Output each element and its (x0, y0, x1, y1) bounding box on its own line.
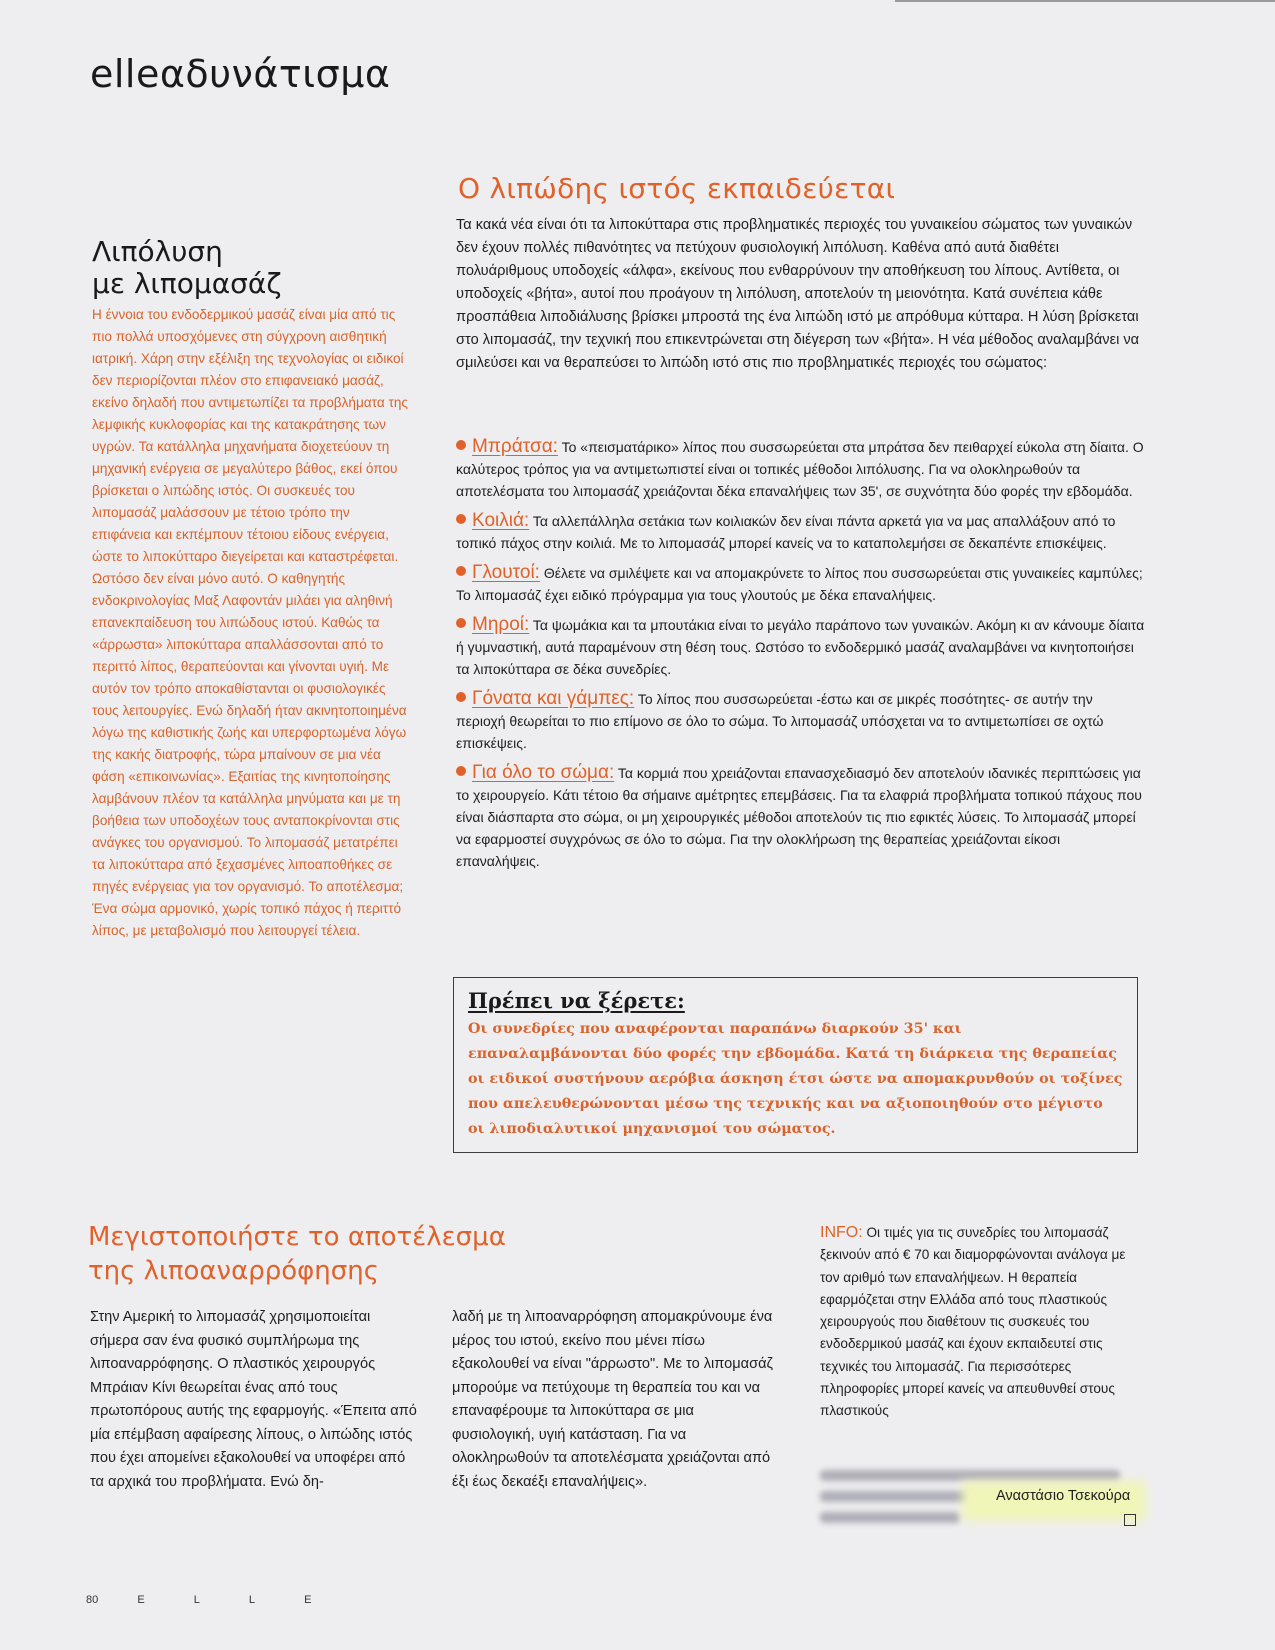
redacted-line (820, 1512, 960, 1523)
list-item (456, 762, 1146, 872)
main-article-intro: Τα κακά νέα είναι ότι τα λιποκύτταρα στις προβληματικές περιοχές του γυναικείου σώματος των γυναικών δεν έχουν πολλές πιθανότητες να πετύχουν φυσιολογική λιπόλυση. Καθένα από αυτά διαθέτει πολυάριθμους υποδοχείς «άλφα», εκείνους που ενθαρρύνουν την αποθήκευση του λίπους. Αντίθετα, οι υποδοχείς «βήτα», αυτοί που προάγουν τη λιπόλυση, αποτελούν τη μειονότητα. Κατά συνέπεια κάθε προσπάθεια λιποδιάλυσης βρίσκει μπροστά της ένα λιπώδη ιστό με απρόθυμα κύτταρα. Η λύση βρίσκεται στο λιπομασάζ, την τεχνική που επικεντρώνεται στη διέγερση των «βήτα». Η νέα μέθοδος αναλαμβάνει να σμιλεύσει και να θεραπεύσει το λιπώδη ιστό στις πιο προβληματικές περιοχές του σώματος: (456, 217, 1140, 371)
bullet-dot-icon (456, 766, 466, 776)
section-label: elleαδυνάτισμα (90, 52, 391, 96)
page-number: 80 (86, 1594, 99, 1606)
list-item (456, 562, 1146, 606)
list-item-text: Θέλετε να σμιλέψετε και να απομακρύνετε το λίπος που συσσωρεύεται στις γυναικείες καμπύλες; Το λιπομασάζ έχει ειδικό πρόγραμμα για τους γλουτούς με δέκα επαναλήψεις. (456, 565, 1143, 603)
list-item (456, 510, 1146, 554)
redacted-line (820, 1491, 970, 1502)
checkbox-icon (1124, 1514, 1136, 1526)
bottom-article-column-2: λαδή με τη λιποαναρρόφηση απομακρύνουμε ένα μέρος του ιστού, εκείνο που μένει πίσω εξακολουθεί να είναι "άρρωστο". Με το λιπομασάζ μπορούμε να πετύχουμε τη θεραπεία του και να επαναφέρουμε τα λιποκύτταρα σε μια φυσιολογική, υγιή κατάσταση. Για να ολοκληρωθούν τα αποτελέσματα χρειάζονται από έξι έως δεκαέξι επαναλήψεις». (452, 1309, 773, 1490)
list-item-text: Το λίπος που συσσωρεύεται -έστω και σε μικρές ποσότητες- σε αυτήν την περιοχή θεωρείται το πιο επίμονο σε όλο το σώμα. Το λιπομασάζ υπόσχεται να το αντιμετωπίσει σε οχτώ επισκέψεις. (456, 691, 1104, 751)
info-box (820, 1222, 1138, 1423)
list-item (456, 614, 1146, 680)
bullet-dot-icon (456, 566, 466, 576)
brand-letter: L (248, 1594, 256, 1606)
left-article-title (92, 236, 422, 300)
brand-letter: E (137, 1594, 145, 1606)
callout-body: Οι συνεδρίες που αναφέρονται παραπάνω διαρκούν 35' και επαναλαμβάνονται δύο φορές την εβδομάδα. Κατά τη διάρκεια της θεραπείας οι ειδικοί συστήνουν αερόβια άσκηση έτσι ώστε να απομακρυνθούν οι τοξίνες που απελευθερώνονται μέσω της τεχνικής και να αξιοποιηθούν στο μέγιστο οι λιποδιαλυτικοί μηχανισμοί του σώματος. (468, 1021, 1123, 1137)
bottom-title-line-1: Μεγιστοποιήστε το αποτέλεσμα (88, 1222, 506, 1252)
top-rule (895, 0, 1275, 2)
list-item (456, 436, 1146, 502)
list-item (456, 688, 1146, 754)
callout-box (453, 977, 1138, 1153)
left-article-body: Η έννοια του ενδοδερμικού μασάζ είναι μία από τις πιο πολλά υποσχόμενες στη σύγχρονη αισθητική ιατρική. Χάρη στην εξέλιξη της τεχνολογίας οι ειδικοί δεν περιορίζονται πλέον στο επιφανειακό μασάζ, εκείνο δηλαδή που αντιμετωπίζει τα προβλήματα της λεμφικής κυκλοφορίας και της κατακράτησης των υγρών. Τα κατάλληλα μηχανήματα διοχετεύουν τη μηχανική ενέργεια σε μεγαλύτερο βάθος, εκεί όπου βρίσκεται ο λιπώδης ιστός. Οι συσκευές του λιπομασάζ μαλάσσουν με τέτοιο τρόπο την επιφάνεια και εκπέμπουν τέτοιου είδους ενέργεια, ώστε το λιποκύτταρο διεγείρεται και καταστρέφεται. Ωστόσο δεν είναι μόνο αυτό. Ο καθηγητής ενδοκρινολογίας Μαξ Λαφοντάν μιλάει για αληθινή επανεκπαίδευση του λιπώδους ιστού. Καθώς τα «άρρωστα» λιποκύτταρα απαλλάσσονται από το περιττό λίπος, θεραπεύονται και γίνονται υγιή. Με αυτόν τον τρόπο αποκαθίστανται οι φυσιολογικές τους λειτουργίες. Ενώ δηλαδή ήταν ακινητοποιημένα λόγω της καθιστικής ζωής και υπερφορτωμένα λόγω της κακής διατροφής, τώρα μπαίνουν σε μια νέα φάση «επικοινωνίας». Εξαιτίας της κινητοποίησης λαμβάνουν πλέον τα κατάλληλα μηνύματα και με τη βοήθεια των υποδοχέων τους ανταποκρίνονται στις ανάγκες του οργανισμού. Το λιπομασάζ μετατρέπει τα λιποκύτταρα από ξεχασμένες λιποαποθήκες σε πηγές ενέργειας για τον οργανισμό. Το αποτέλεσμα; Ένα σώμα αρμονικό, χωρίς τοπικό πάχος ή περιττό λίπος, με μεταβολισμό που λειτουργεί τέλεια. (92, 307, 408, 938)
callout-title: Πρέπει να ξέρετε: (468, 988, 685, 1013)
page-footer (86, 1594, 357, 1606)
list-item-heading: Μπράτσα: (472, 436, 558, 457)
list-item-text: Τα ψωμάκια και τα μπουτάκια είναι το μεγάλο παράπονο των γυναικών. Ακόμη κι αν κάνουμε δίαιτα ή γυμναστική, αυτά παραμένουν στη θέση τους. Ωστόσο το ενδοδερμικό μασάζ αναλαμβάνει να κινητοποιήσει τα λιποκύτταρα σε δέκα συνεδρίες. (456, 617, 1145, 677)
redacted-line (820, 1470, 1120, 1481)
bullet-dot-icon (456, 440, 466, 450)
list-item-heading: Κοιλιά: (472, 510, 530, 531)
bottom-title-line-2: της λιποαναρρόφησης (88, 1256, 379, 1286)
list-item-text: Τα κορμιά που χρειάζονται επανασχεδιασμό δεν αποτελούν ιδανικές περιπτώσεις για το χειρουργείο. Κάτι τέτοιο θα σήμαινε αμέτρητες επεμβάσεις. Για τα ελαφριά προβλήματα τοπικού πάχους που είναι διάσπαρτα στο σώμα, οι μη χειρουργικές μέθοδοι αποτελούν τις πιο εφικτές λύσεις. Το λιπομασάζ μπορεί να εφαρμοστεί συγχρόνως σε όλο το σώμα. Για την ολοκλήρωση της θεραπείας χρειάζονται είκοσι επαναλήψεις. (456, 765, 1142, 869)
list-item-heading: Γόνατα και γάμπες: (472, 688, 635, 709)
bullet-dot-icon (456, 618, 466, 628)
list-item-heading: Μηροί: (472, 614, 530, 635)
left-title-line-2: με λιπομασάζ (92, 267, 282, 300)
left-title-line-1: Λιπόλυση (92, 235, 223, 268)
bottom-article-title (88, 1220, 648, 1288)
main-article-title: Ο λιπώδης ιστός εκπαιδεύεται (458, 172, 896, 205)
body-area-list (456, 436, 1146, 880)
bullet-dot-icon (456, 692, 466, 702)
surgeon-name: Αναστάσιο Τσεκούρα (996, 1488, 1131, 1504)
brand-letter: L (193, 1594, 200, 1606)
bullet-dot-icon (456, 514, 466, 524)
brand-letter: E (304, 1594, 312, 1606)
list-item-text: Τα αλλεπάλληλα σετάκια των κοιλιακών δεν είναι πάντα αρκετά για να μας απαλλάξουν από το τοπικό πάχος στην κοιλιά. Με το λιπομασάζ μπορεί κανείς να το καταπολεμήσει σε δεκαπέντε επισκέψεις. (456, 513, 1116, 551)
list-item-heading: Για όλο το σώμα: (472, 762, 615, 783)
list-item-heading: Γλουτοί: (472, 562, 540, 583)
info-label: INFO: (820, 1224, 863, 1241)
info-text: Οι τιμές για τις συνεδρίες του λιπομασάζ ξεκινούν από € 70 και διαμορφώνονται ανάλογα με τον αριθμό των επαναλήψεων. Η θεραπεία εφαρμόζεται στην Ελλάδα από τους πλαστικούς χειρουργούς που διαθέτουν τις συσκευές του ενδοδερμικού μασάζ και έχουν εκπαιδευτεί στις τεχνικές του λιπομασάζ. Για περισσότερες πληροφορίες μπορεί κανείς να απευθυνθεί στους πλαστικούς (820, 1225, 1126, 1419)
list-item-text: Το «πεισματάρικο» λίπος που συσσωρεύεται στα μπράτσα δεν πειθαρχεί εύκολα στη δίαιτα. Ο καλύτερος τρόπος για να αντιμετωπιστεί είναι οι τοπικές μέθοδοι λιπόλυσης. Για να ολοκληρωθούν τα αποτελέσματα του λιπομασάζ χρειάζονται δέκα επαναλήψεις των 35', σε συχνότητα δύο φορές την εβδομάδα. (456, 439, 1144, 499)
bottom-article-column-1: Στην Αμερική το λιπομασάζ χρησιμοποιείται σήμερα σαν ένα φυσικό συμπλήρωμα της λιποαναρρόφησης. Ο πλαστικός χειρουργός Μπράιαν Κίνι θεωρείται ένας από τους πρωτοπόρους αυτής της εφαρμογής. «Έπειτα από μία επέμβαση αφαίρεσης λίπους, ο λιπώδης ιστός που έχει απομείνει εξακολουθεί να υποφέρει από τα αρχικά του προβλήματα. Ενώ δη- (90, 1309, 417, 1490)
